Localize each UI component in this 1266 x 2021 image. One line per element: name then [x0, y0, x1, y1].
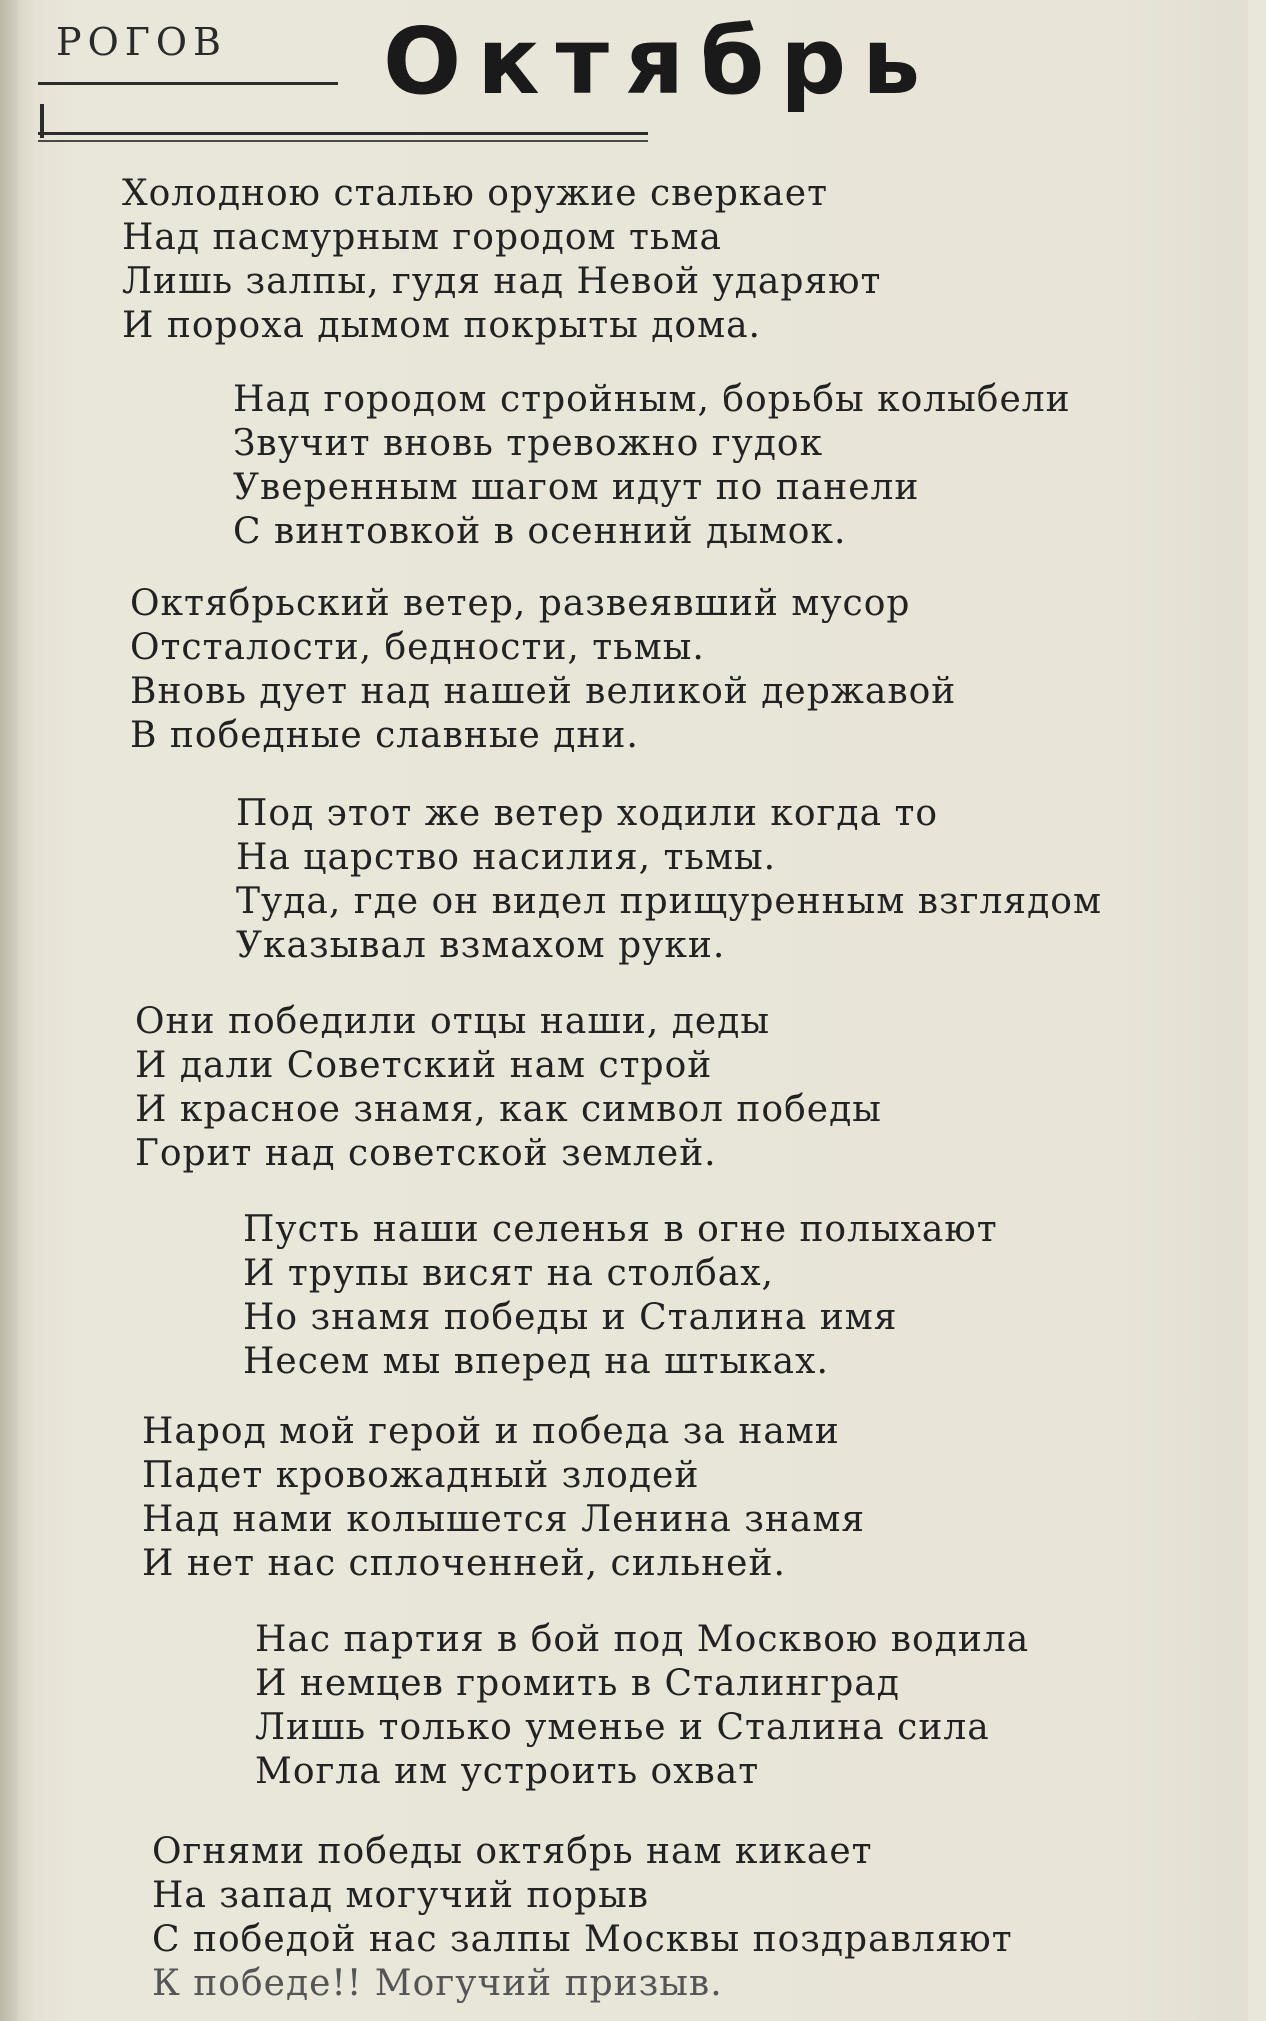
poem-line: Несем мы вперед на штыках.: [243, 1341, 829, 1382]
poem-line: Уверенным шагом идут по панели: [233, 467, 920, 508]
stanza: [152, 1830, 1013, 2006]
poem-line: Холодною сталью оружие сверкает: [122, 173, 828, 214]
poem-line: И пороха дымом покрыты дома.: [122, 305, 761, 346]
poem-line: Лишь только уменье и Сталина сила: [255, 1707, 990, 1748]
poem-line: Они победили отцы наши, деды: [135, 1001, 770, 1042]
stanza: [122, 172, 881, 348]
stanza: [130, 582, 956, 758]
poem-line: И дали Советский нам строй: [135, 1045, 713, 1086]
poem-line: Вновь дует над нашей великой державой: [130, 671, 957, 712]
poem-line: Над пасмурным городом тьма: [122, 217, 722, 258]
poem-line: Могла им устроить охват: [255, 1751, 760, 1792]
stanza: [142, 1410, 865, 1586]
poem-title: Октябрь: [383, 8, 937, 115]
poem-line: Над нами колышется Ленина знамя: [142, 1499, 866, 1540]
poem-line: Звучит вновь тревожно гудок: [233, 423, 824, 464]
poem-line: На запад могучий порыв: [152, 1875, 650, 1916]
poem-line: Огнями победы октябрь нам кикает: [152, 1831, 873, 1872]
poem-line: Пусть наши селенья в огне полыхают: [243, 1209, 998, 1250]
stanza: [236, 792, 1102, 968]
poem-line: Лишь залпы, гудя над Невой ударяют: [122, 261, 882, 302]
stanza: [243, 1208, 998, 1384]
poem-line: И трупы висят на столбах,: [243, 1253, 774, 1294]
poem-line: Отсталости, бедности, тьмы.: [130, 627, 705, 668]
poem-line: Над городом стройным, борьбы колыбели: [233, 379, 1071, 420]
poem-line: Горит над советской землей.: [135, 1133, 717, 1174]
poem-line: С винтовкой в осенний дымок.: [233, 511, 847, 552]
header-rule-short: [38, 82, 338, 85]
poem-line: Падет кровожадный злодей: [142, 1455, 700, 1496]
poem-line: Октябрьский ветер, развеявший мусор: [130, 583, 911, 624]
poem-line: Нас партия в бой под Москвою водила: [255, 1619, 1030, 1660]
poem-line: Народ мой герой и победа за нами: [142, 1411, 840, 1452]
stanza: [255, 1618, 1029, 1794]
stanza: [233, 378, 1071, 554]
poem-line: К победе!! Могучий призыв.: [152, 1963, 723, 2004]
poem-line: Под этот же ветер ходили когда то: [236, 793, 939, 834]
header-rule-long: [38, 132, 648, 135]
poem-line: На царство насилия, тьмы.: [236, 837, 777, 878]
page-edge: [0, 0, 18, 2021]
poem-line: И красное знамя, как символ победы: [135, 1089, 882, 1130]
poem-line: С победой нас залпы Москвы поздравляют: [152, 1919, 1013, 1960]
poem-line: В победные славные дни.: [130, 715, 639, 756]
poem-line: Указывал взмахом руки.: [236, 925, 726, 966]
header-rule-long-secondary: [38, 140, 648, 142]
poem-line: Туда, где он видел прищуренным взглядом: [236, 881, 1102, 922]
stanza: [135, 1000, 882, 1176]
author-name: РОГОВ: [56, 20, 227, 64]
poem-line: Но знамя победы и Сталина имя: [243, 1297, 898, 1338]
poem-line: И нет нас сплоченней, сильней.: [142, 1543, 786, 1584]
poem-line: И немцев громить в Сталинград: [255, 1663, 900, 1704]
